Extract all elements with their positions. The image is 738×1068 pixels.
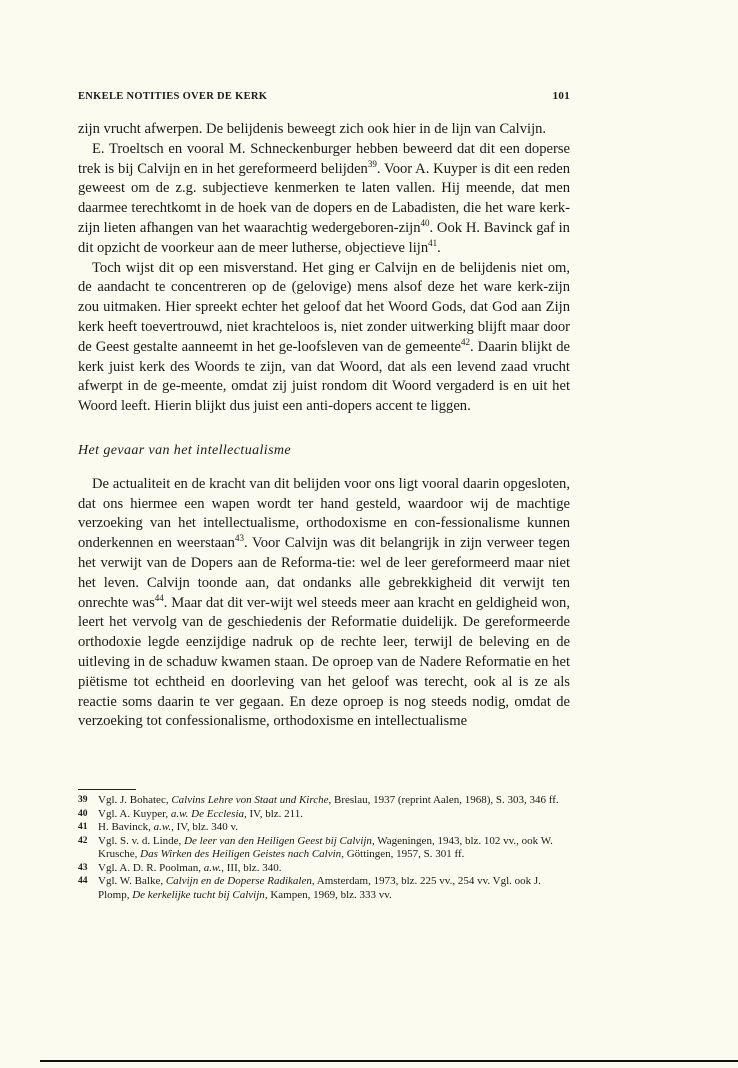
- footnote: 41 H. Bavinck, a.w., IV, blz. 340 v.: [78, 821, 239, 833]
- paragraph-4: De actualiteit en de kracht van dit belijden voor ons ligt vooral daarin opgesloten, dat ons hiermee een wapen wordt ter hand gesteld, waardoor wij de machtige verzoeking van het intellectualisme, orthodoxisme en con-fessionalisme kunnen onderkennen en weerstaan$^{43}$. Voor Calvijn was dit belangrijk in zijn verweer tegen het verwijt van de Dopers aan de Reforma-tie: wel de leer gereformeerd maar niet het leven. Calvijn toonde aan, dat ondanks alle gebrekkigheid dit verwijt ten onrechte was$^{44}$. Maar dat dit ver-wijt wel steeds meer aan kracht en geldigheid won, leert het vervolg van de geschiedenis der Reformatie duidelijk. De gereformeerde orthodoxie legde eenzijdige nadruk op de rechte leer, terwijl de beleving en de uitleving in de schaduw kwamen staan. De oproep van de Nadere Reformatie en het piëtisme tot echtheid en doorleving van het geloof was terecht, ook al is ze als reactie soms daarin te ver gegaan. En deze oproep is nog steeds nodig, omdat de verzoeking tot confessionalisme, orthodoxisme en intellectualisme: [78, 475, 570, 730]
- footnote: 39 Vgl. J. Bohatec, Calvins Lehre von Staat und Kirche, Breslau, 1937 (reprint Aalen, 1968), S. 303, 346 ff.: [78, 794, 559, 806]
- page-edge-line: [40, 1060, 738, 1062]
- footnote: 40 Vgl. A. Kuyper, a.w. De Ecclesia, IV, blz. 211.: [78, 807, 303, 820]
- paragraph-3: Toch wijst dit op een misverstand. Het ging er Calvijn en de belijdenis niet om, de aandacht te concentreren op de (gelovige) mens alsof deze het ware kerk-zijn zou uitmaken. Hier spreekt echter het geloof dat het Woord Gods, dat God aan Zijn kerk heeft toevertrouwd, niet krachteloos is, niet zonder uitwerking blijft maar door de Geest gestalte aanneemt in het ge-loofsleven van de gemeente$^{42}$. Daarin blijkt de kerk juist kerk des Woords te zijn, van dat Woord, dat als een levend zaad vrucht afwerpt in de ge-meente, omdat zij juist rondom dit Woord vergaderd is en uit het Woord leeft. Hierin blijkt dus juist een anti-dopers accent te liggen.: [78, 259, 570, 415]
- running-header: [78, 90, 570, 102]
- footnote: 44 Vgl. W. Balke, Calvijn en de Doperse Radikalen, Amsterdam, 1973, blz. 225 vv., 254 vv. Vgl. ook J. Plomp, De kerkelijke tucht bij Calvijn, Kampen, 1969, blz. 333 vv.: [78, 875, 541, 901]
- footnote: 43 Vgl. A. D. R. Poolman, a.w., III, blz. 340.: [78, 861, 282, 874]
- footnote-ref: 40: [420, 218, 430, 229]
- footnote-ref: 44: [154, 592, 164, 603]
- footnote-ref: 42: [461, 336, 470, 347]
- footnote-rule: [78, 789, 136, 790]
- footnotes: [78, 794, 570, 902]
- paragraph-2: E. Troeltsch en vooral M. Schneckenburger hebben beweerd dat dit een doperse trek is bij Calvijn en in het gereformeerd belijden$^{39}$. Voor A. Kuyper is dit een reden geweest om de z.g. subjectieve kenmerken te laten vallen. Hij meende, dat men daarmee terechtkomt in de hoek van de dopers en de Labadisten, die het ware kerk-zijn lieten afhangen van het waarachtig wedergeboren-zijn$^{40}$. Ook H. Bavinck gaf in dit opzicht de voorkeur aan de meer lutherse, objectieve lijn$^{41}$.: [78, 140, 570, 256]
- footnote-ref: 43: [234, 533, 244, 544]
- footnote-ref: 39: [367, 158, 377, 169]
- body-text: [78, 120, 570, 732]
- running-title: ENKELE NOTITIES OVER DE KERK: [78, 91, 268, 102]
- section-heading: Het gevaar van het intellectualisme: [78, 442, 292, 458]
- paragraph-1: zijn vrucht afwerpen. De belijdenis beweegt zich ook hier in de lijn van Calvijn.: [78, 121, 547, 137]
- footnote-ref: 41: [428, 237, 438, 248]
- page-number: 101: [552, 90, 570, 102]
- footnote: 42 Vgl. S. v. d. Linde, De leer van den Heiligen Geest bij Calvijn, Wageningen, 1943, blz. 102 vv., ook W. Krusche, Das Wirken des Heiligen Geistes nach Calvin, Göttingen, 1957, S. 301 ff.: [78, 834, 553, 860]
